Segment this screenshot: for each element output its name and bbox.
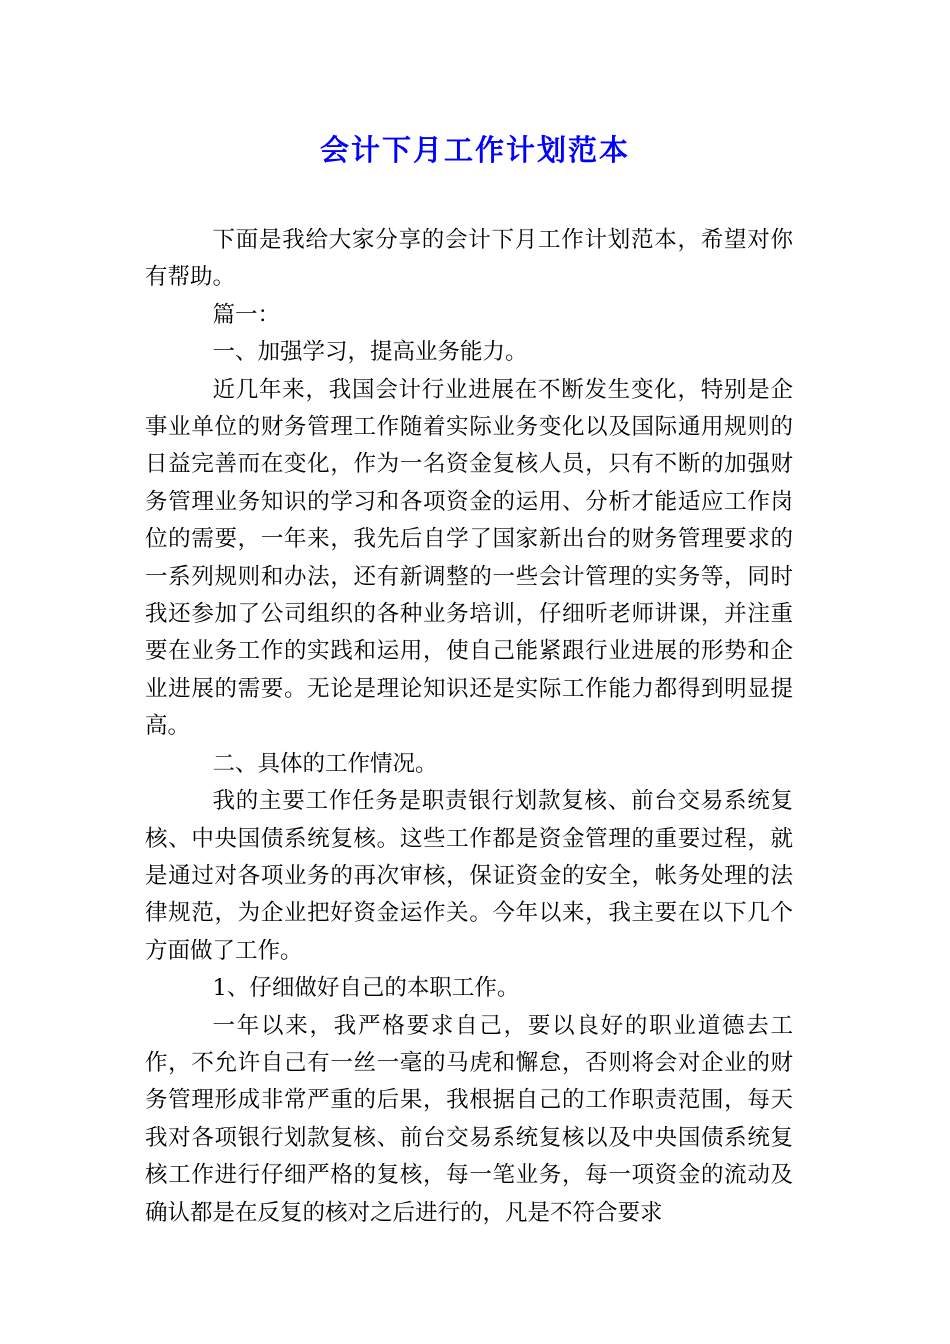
paragraph-intro: 下面是我给大家分享的会计下月工作计划范本，希望对你有帮助。 [145,227,793,291]
paragraph-learning: 近几年来，我国会计行业进展在不断发生变化，特别是企事业单位的财务管理工作随着实际业务变化以及国际通用规则的日益完善而在变化，作为一名资金复核人员，只有不断的加强财务管理业务知识的学习和各项资金的运用、分析才能适应工作岗位的需要，一年来，我先后自学了国家新出台的财务管理要求的一系列规则和办法，还有新调整的一些会计管理的实务等，同时我还参加了公司组织的各种业务培训，仔细听老师讲课，并注重要在业务工作的实践和运用，使自己能紧跟行业进展的形势和企业进展的需要。无论是理论知识还是实际工作能力都得到明显提高。 [145,376,793,740]
section-heading-2: 二、具体的工作情况。 [212,750,438,777]
document-title: 会计下月工作计划范本 [319,133,630,167]
section-heading-1: 一、加强学习，提高业务能力。 [212,339,528,366]
paragraph-part-one-heading: 篇一： [212,301,281,328]
document-body [145,222,793,1232]
paragraph-duties: 一年以来，我严格要求自己，要以良好的职业道德去工作，不允许自己有一丝一毫的马虎和懈怠，否则将会对企业的财务管理形成非常严重的后果，我根据自己的工作职责范围，每天我对各项银行划款复核、前台交易系统复核以及中央国债系统复核工作进行仔细严格的复核，每一笔业务，每一项资金的流动及确认都是在反复的核对之后进行的，凡是不符合要求 [145,1012,793,1226]
paragraph-main-tasks: 我的主要工作任务是职责银行划款复核、前台交易系统复核、中央国债系统复核。这些工作都是资金管理的重要过程，就是通过对各项业务的再次审核，保证资金的安全，帐务处理的法律规范，为企业把好资金运作关。今年以来，我主要在以下几个方面做了工作。 [145,788,793,964]
subsection-heading-1: 1、仔细做好自己的本职工作。 [212,975,520,1002]
